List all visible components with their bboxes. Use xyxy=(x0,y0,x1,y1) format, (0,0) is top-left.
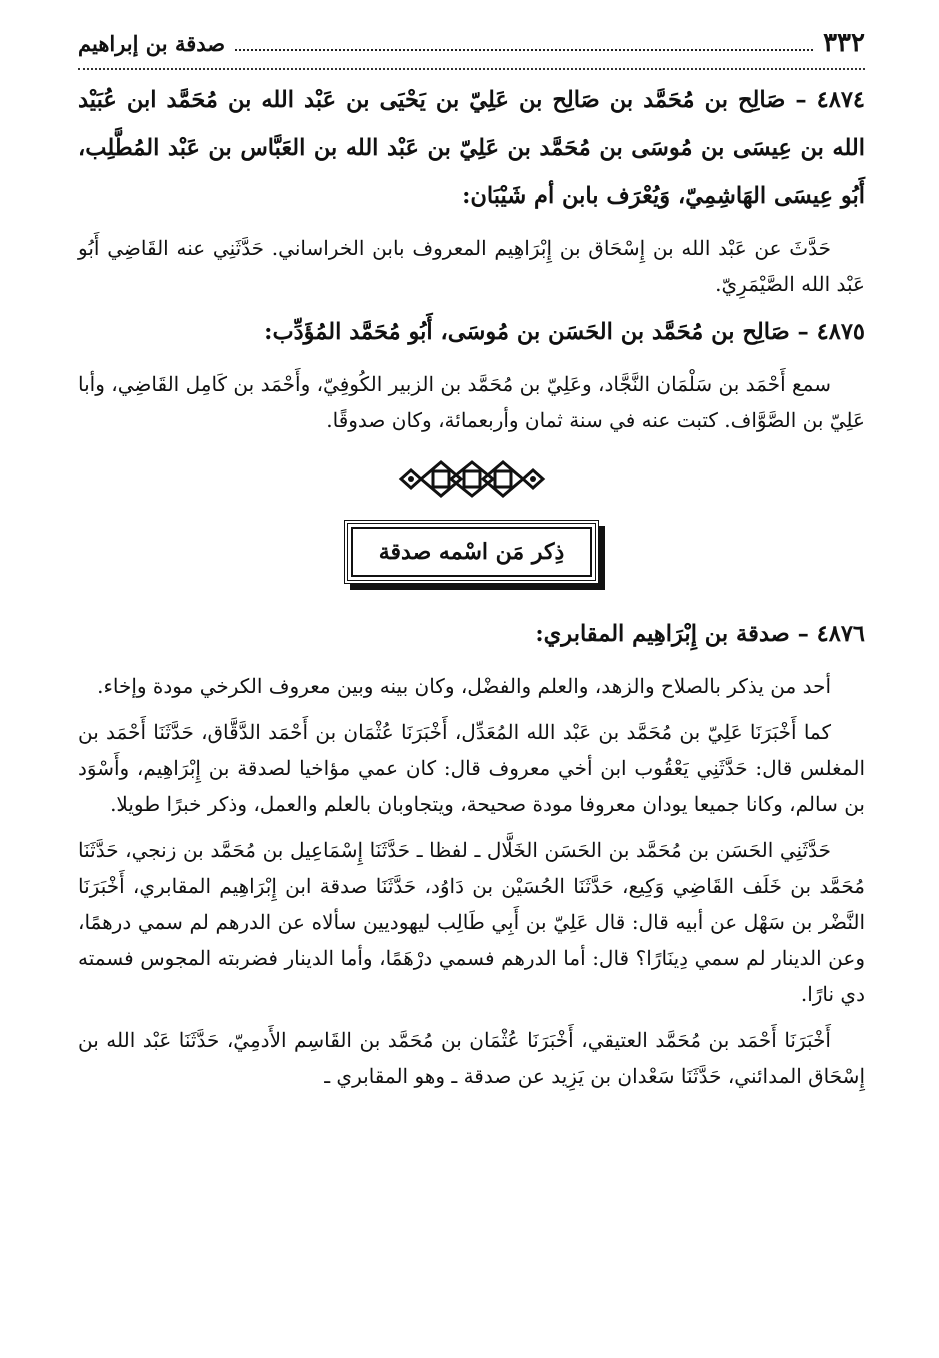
section-title: ذِكر مَن اسْمه صدقة xyxy=(351,527,593,577)
running-title: صدقة بن إبراهيم xyxy=(78,31,226,56)
entry-4876-paragraph-2: كما أَخْبَرَنَا عَلِيّ بن مُحَمَّد بن عَبْد الله المُعَدِّل، أَخْبَرَنَا عُثْمَان بن أَحْمَد الدَّقَّاق، حَدَّثَنَا أَحْمَد بن المغلس قال: حَدَّثَنِي يَعْقُوب ابن أخي معروف قال: كان عمي مؤاخيا لصدقة بن إِبْرَاهِيم، وأَسْوَد بن سالم، وكانا جميعا يودان معروفا مودة صحيحة، ويتجاوبان بالعلم والعمل، وذكر خبرًا طويلا. xyxy=(78,720,865,816)
entry-4874-body: حَدَّثَ عن عَبْد الله بن إِسْحَاق بن إِبْرَاهِيم المعروف بابن الخراساني. حَدَّثَنِي عنه القَاضِي أَبُو عَبْد الله الصَّيْمَرِيّ. xyxy=(78,236,865,296)
entry-4874-heading: ٤٨٧٤ – صَالِح بن مُحَمَّد بن صَالِح بن عَلِيّ بن يَحْيَى بن عَبْد الله بن مُحَمَّد ابن عُبَيْد الله بن عِيسَى بن مُوسَى بن مُحَمَّد بن عَلِيّ بن عَبْد الله بن العَبَّاس بن عَبْد المُطَّلِب، أَبُو عِيسَى الهَاشِمِيّ، وَيُعْرَف بابن أم شَيْبَان: xyxy=(78,87,865,209)
entry-4876-paragraph-3: حَدَّثَنِي الحَسَن بن مُحَمَّد بن الحَسَن الخَلَّال ـ لفظا ـ حَدَّثَنَا إِسْمَاعِيل بن مُحَمَّد بن زنجي، حَدَّثَنَا مُحَمَّد بن خَلَف القَاضِي وَكِيع، حَدَّثَنَا الحُسَيْن بن دَاوُد، حَدَّثَنَا صدقة ابن إِبْرَاهِيم المقابري، أَخْبَرَنَا النَّضْر بن سَهْل عن أبيه قال: قال عَلِيّ بن أَبِي طَالِب ليهوديين سألاه عن الدرهم لم سمي درهمًا، وعن الدينار لم سمي دِينَارًا؟ قال: أما الدرهم فسمي درْهَمًا، وأما الدينار فضربته المجوس فسمته دي نارًا. xyxy=(78,838,866,1006)
entry-4876-paragraph-1: أحد من يذكر بالصلاح والزهد، والعلم والفضْل، وكان بينه وبين معروف الكرخي مودة وإخاء. xyxy=(97,674,831,698)
page-number: ٣٣٢ xyxy=(823,28,865,58)
header-leader-dots xyxy=(235,49,813,51)
entry-4875-body: سمع أَحْمَد بن سَلْمَان النَّجَّاد، وعَلِيّ بن مُحَمَّد بن الزبير الكُوفِيّ، وأَحْمَد بن كَامِل القَاضِي، وأبا عَلِيّ بن الصَّوَّاف. كتبت عنه في سنة ثمان وأربعمائة، وكان صدوقًا. xyxy=(78,372,865,432)
running-header xyxy=(78,28,865,70)
section-divider-ornament xyxy=(78,458,865,500)
entry-4875-heading: ٤٨٧٥ – صَالِح بن مُحَمَّد بن الحَسَن بن مُوسَى، أَبُو مُحَمَّد المُؤَدِّب: xyxy=(264,319,865,345)
entry-4876-paragraph-4: أَخْبَرَنَا أَحْمَد بن مُحَمَّد العتيقي، أَخْبَرَنَا عُثْمَان بن مُحَمَّد بن القَاسِم الأَدمِيّ، حَدَّثَنَا عَبْد الله بن إِسْحَاق المدائني، حَدَّثَنَا سَعْدان بن يَزِيد عن صدقة ـ وهو المقابري ـ xyxy=(78,1028,865,1088)
entry-4876-heading: ٤٨٧٦ – صدقة بن إِبْرَاهِيم المقابري: xyxy=(535,621,865,647)
section-title-frame xyxy=(78,520,865,584)
